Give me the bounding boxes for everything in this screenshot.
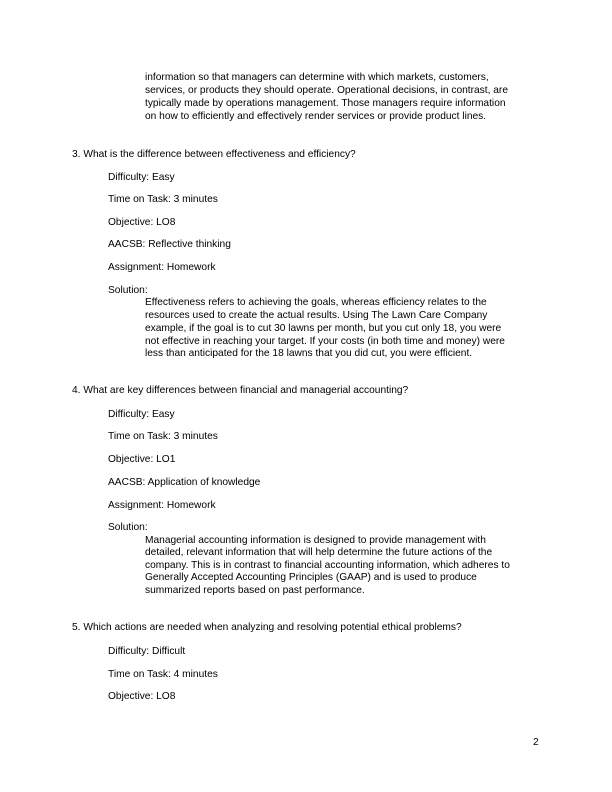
intro-line: services, or products they should operate. Operational decisions, in contrast, are — [145, 85, 508, 96]
intro-line: typically made by operations management. Those managers require information — [145, 98, 506, 109]
question-heading: 4. What are key differences between financial and managerial accounting? — [72, 385, 409, 396]
time-on-task-label: Time on Task: 3 minutes — [108, 194, 218, 205]
solution-line: example, if the goal is to cut 30 lawns per month, but you cut only 18, you were — [145, 323, 502, 334]
solution-label: Solution: — [108, 285, 148, 296]
difficulty-label: Difficulty: Easy — [108, 409, 175, 420]
solution-line: Effectiveness refers to achieving the goals, whereas efficiency relates to the — [145, 297, 487, 308]
objective-label: Objective: LO8 — [108, 217, 176, 228]
objective-label: Objective: LO1 — [108, 454, 176, 465]
aacsb-label: AACSB: Application of knowledge — [108, 477, 261, 488]
objective-label: Objective: LO8 — [108, 691, 176, 702]
solution-line: summarized reports based on past performance. — [145, 585, 365, 596]
assignment-label: Assignment: Homework — [108, 262, 216, 273]
solution-line: detailed, relevant information that will help determine the future actions of the — [145, 547, 493, 558]
solution-line: resources used to create the actual results. Using The Lawn Care Company — [145, 310, 488, 321]
solution-line: Managerial accounting information is designed to provide management with — [145, 535, 486, 546]
page-number: 2 — [533, 737, 539, 748]
solution-line: not effective in reaching your target. If your costs (in both time and money) were — [145, 336, 505, 347]
time-on-task-label: Time on Task: 4 minutes — [108, 669, 218, 680]
question-heading: 3. What is the difference between effectiveness and efficiency? — [72, 149, 356, 160]
solution-line: Generally Accepted Accounting Principles (GAAP) and is used to produce — [145, 572, 477, 583]
solution-line: company. This is in contrast to financial accounting information, which adheres to — [145, 560, 510, 571]
solution-label: Solution: — [108, 522, 148, 533]
assignment-label: Assignment: Homework — [108, 500, 216, 511]
question-heading: 5. Which actions are needed when analyzing and resolving potential ethical problems? — [72, 622, 462, 633]
aacsb-label: AACSB: Reflective thinking — [108, 239, 231, 250]
time-on-task-label: Time on Task: 3 minutes — [108, 431, 218, 442]
difficulty-label: Difficulty: Easy — [108, 172, 175, 183]
difficulty-label: Difficulty: Difficult — [108, 646, 186, 657]
intro-line: on how to efficiently and effectively render services or provide product lines. — [145, 111, 487, 122]
intro-line: information so that managers can determine with which markets, customers, — [145, 72, 489, 83]
solution-line: less than anticipated for the 18 lawns that you did cut, you were efficient. — [145, 348, 473, 359]
